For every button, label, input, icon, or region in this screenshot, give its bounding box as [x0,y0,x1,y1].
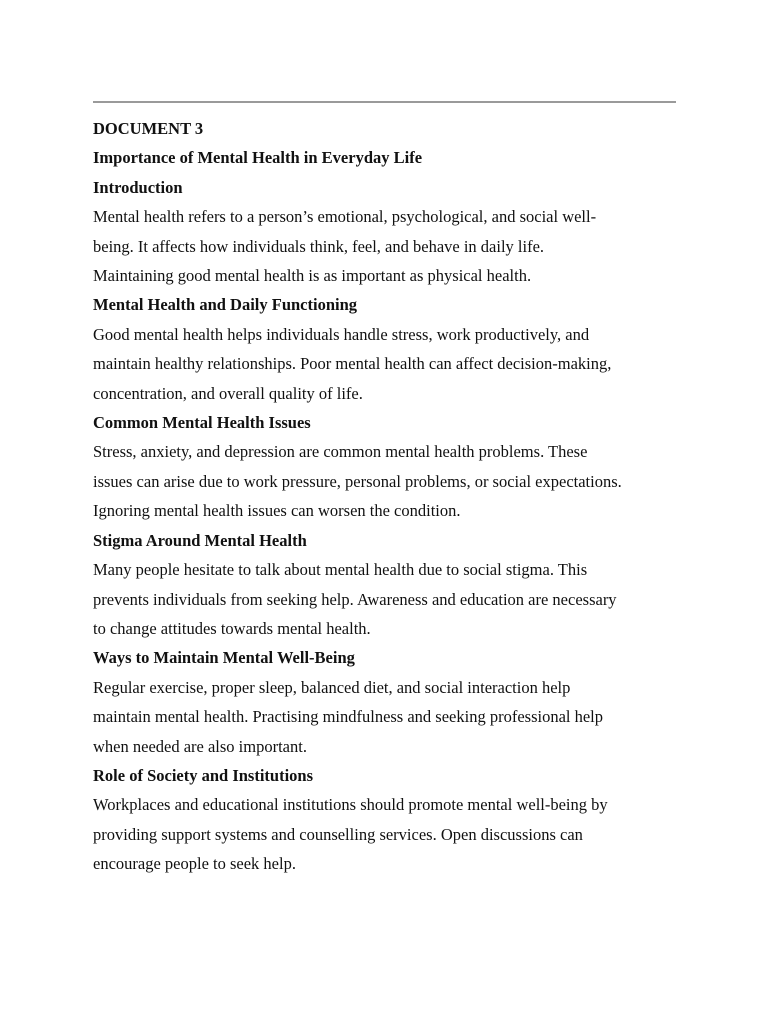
section-society-institutions [93,761,683,879]
paragraph-line: prevents individuals from seeking help. Awareness and education are necessary [93,589,617,609]
section-heading: Introduction [93,177,183,197]
document-label: DOCUMENT 3 [93,119,204,138]
paragraph-line: maintain mental health. Practising mindfulness and seeking professional help [93,707,604,727]
section-heading: Common Mental Health Issues [93,413,311,433]
top-horizontal-rule [93,101,676,103]
section-heading: Role of Society and Institutions [93,765,314,785]
paragraph-line: concentration, and overall quality of life. [93,383,363,403]
paragraph-line: Many people hesitate to talk about mental health due to social stigma. This [93,560,588,580]
paragraph-line: Regular exercise, proper sleep, balanced diet, and social interaction help [93,677,571,697]
paragraph-line: maintain healthy relationships. Poor mental health can affect decision-making, [93,354,612,374]
section-maintain-wellbeing [93,643,683,761]
paragraph-line: being. It affects how individuals think, feel, and behave in daily life. [93,236,545,256]
section-heading: Mental Health and Daily Functioning [93,295,358,315]
paragraph-line: Workplaces and educational institutions should promote mental well-being by [93,795,608,815]
section-heading: Ways to Maintain Mental Well-Being [93,648,355,668]
section-paragraph [93,320,683,408]
paragraph-line: Stress, anxiety, and depression are common mental health problems. These [93,442,588,462]
document-body [93,114,683,879]
section-introduction [93,173,683,291]
paragraph-line: Mental health refers to a person’s emotional, psychological, and social well- [93,207,597,227]
paragraph-line: issues can arise due to work pressure, personal problems, or social expectations. [93,471,622,491]
section-common-issues [93,408,683,526]
document-title: Importance of Mental Health in Everyday Life [93,148,423,168]
paragraph-line: encourage people to seek help. [93,854,296,874]
paragraph-line: when needed are also important. [93,736,307,756]
paragraph-line: Maintaining good mental health is as important as physical health. [93,266,532,286]
section-paragraph [93,790,683,878]
section-paragraph [93,437,683,525]
paragraph-line: to change attitudes towards mental health. [93,618,371,638]
section-daily-functioning [93,290,683,408]
paragraph-line: Good mental health helps individuals handle stress, work productively, and [93,324,590,344]
paragraph-line: Ignoring mental health issues can worsen the condition. [93,501,461,521]
section-paragraph [93,673,683,761]
paragraph-line: providing support systems and counselling services. Open discussions can [93,824,583,844]
section-paragraph [93,555,683,643]
section-heading: Stigma Around Mental Health [93,530,307,550]
section-paragraph [93,202,683,290]
section-stigma [93,526,683,644]
